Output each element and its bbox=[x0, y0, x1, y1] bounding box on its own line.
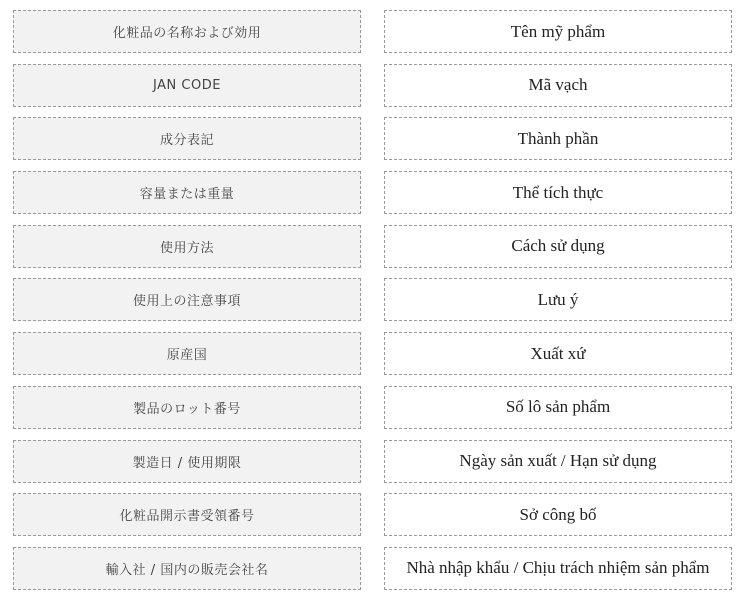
vietnamese-label-cell: Lưu ý bbox=[384, 278, 732, 321]
label-translation-table bbox=[13, 10, 733, 601]
japanese-label-cell: 製造日 / 使用期限 bbox=[13, 440, 361, 483]
table-row bbox=[13, 171, 733, 214]
vietnamese-label-cell: Mã vạch bbox=[384, 64, 732, 107]
japanese-label-cell: 化粧品の名称および効用 bbox=[13, 10, 361, 53]
japanese-label-cell: 製品のロット番号 bbox=[13, 386, 361, 429]
japanese-label-cell: 原産国 bbox=[13, 332, 361, 375]
table-row bbox=[13, 493, 733, 536]
table-row bbox=[13, 440, 733, 483]
table-row bbox=[13, 547, 733, 590]
vietnamese-label-cell: Thành phần bbox=[384, 117, 732, 160]
japanese-label-cell: 容量または重量 bbox=[13, 171, 361, 214]
vietnamese-label-cell: Sở công bố bbox=[384, 493, 732, 536]
table-row bbox=[13, 117, 733, 160]
japanese-label-cell: JAN CODE bbox=[13, 64, 361, 107]
vietnamese-label-cell: Thể tích thực bbox=[384, 171, 732, 214]
vietnamese-label-cell: Cách sử dụng bbox=[384, 225, 732, 268]
table-row bbox=[13, 278, 733, 321]
japanese-label-cell: 輸入社 / 国内の販売会社名 bbox=[13, 547, 361, 590]
table-row bbox=[13, 10, 733, 53]
japanese-label-cell: 化粧品開示書受領番号 bbox=[13, 493, 361, 536]
vietnamese-label-cell: Tên mỹ phẩm bbox=[384, 10, 732, 53]
table-row bbox=[13, 386, 733, 429]
vietnamese-label-cell: Xuất xứ bbox=[384, 332, 732, 375]
japanese-label-cell: 使用方法 bbox=[13, 225, 361, 268]
table-row bbox=[13, 64, 733, 107]
vietnamese-label-cell: Nhà nhập khẩu / Chịu trách nhiệm sản phẩm bbox=[384, 547, 732, 590]
japanese-label-cell: 使用上の注意事項 bbox=[13, 278, 361, 321]
vietnamese-label-cell: Số lô sản phẩm bbox=[384, 386, 732, 429]
japanese-label-cell: 成分表記 bbox=[13, 117, 361, 160]
vietnamese-label-cell: Ngày sản xuất / Hạn sử dụng bbox=[384, 440, 732, 483]
table-row bbox=[13, 332, 733, 375]
table-row bbox=[13, 225, 733, 268]
